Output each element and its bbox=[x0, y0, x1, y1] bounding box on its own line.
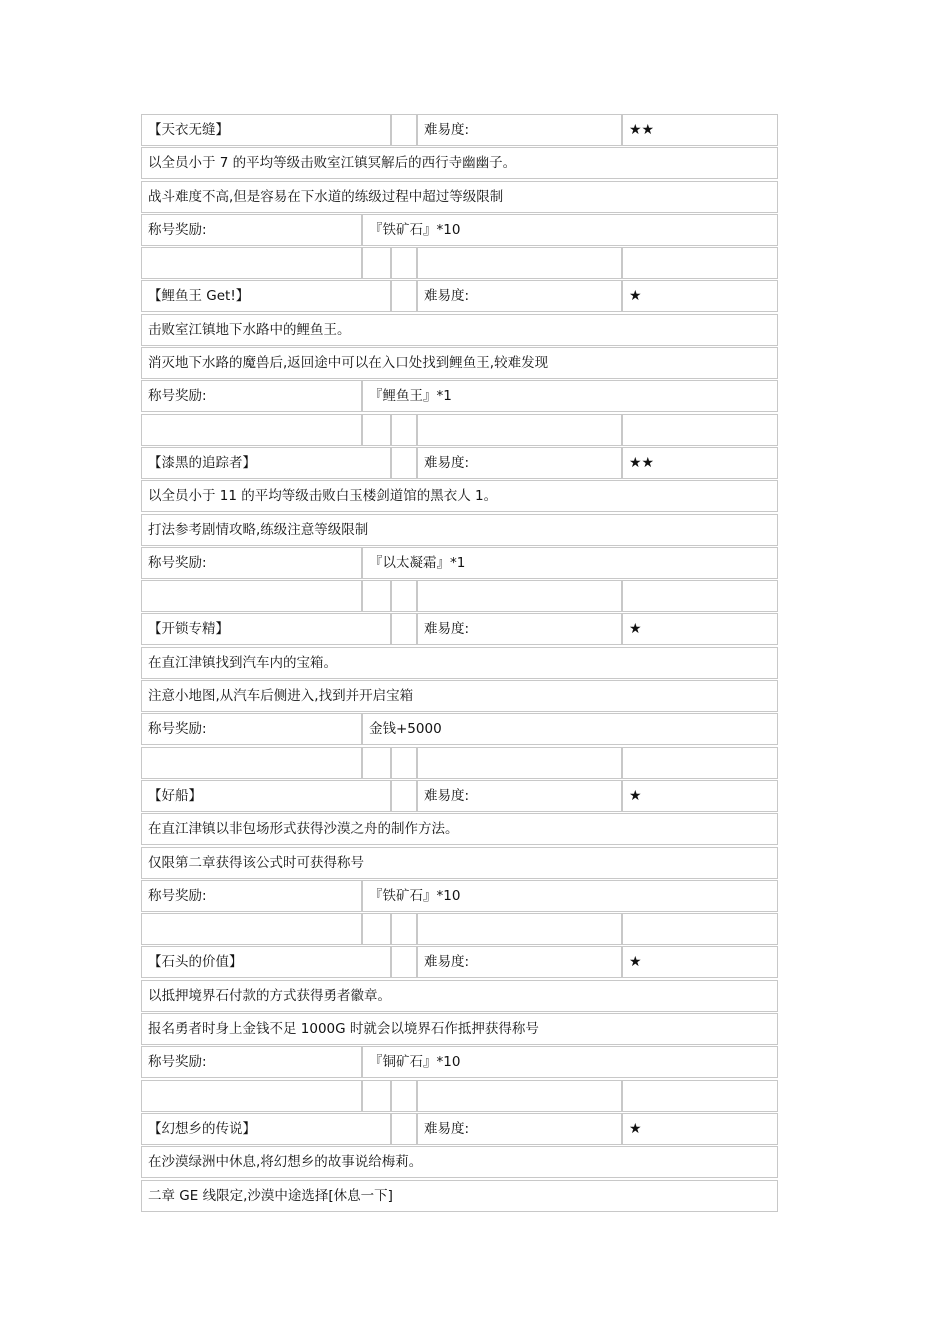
reward-value: 『鲤鱼王』*1 bbox=[362, 380, 778, 412]
entry-tip-row bbox=[141, 1013, 778, 1045]
empty-cell bbox=[141, 247, 362, 279]
entry-description: 在直江津镇以非包场形式获得沙漠之舟的制作方法。 bbox=[141, 813, 778, 845]
difficulty-label: 难易度: bbox=[417, 114, 622, 146]
difficulty-stars: ★ bbox=[622, 946, 778, 978]
empty-cell bbox=[362, 414, 391, 446]
empty-cell bbox=[391, 780, 417, 812]
entry-header-row bbox=[141, 1113, 778, 1145]
difficulty-stars: ★★ bbox=[622, 447, 778, 479]
entry-tip: 注意小地图,从汽车后侧进入,找到并开启宝箱 bbox=[141, 680, 778, 712]
entry-title: 【好船】 bbox=[141, 780, 391, 812]
empty-cell bbox=[417, 747, 622, 779]
entry-tip-row bbox=[141, 514, 778, 546]
reward-label: 称号奖励: bbox=[141, 880, 362, 912]
entry-header-row bbox=[141, 946, 778, 978]
entry-reward-row bbox=[141, 214, 778, 246]
empty-cell bbox=[141, 913, 362, 945]
empty-cell bbox=[362, 247, 391, 279]
entry-spacer-row bbox=[141, 247, 778, 279]
empty-cell bbox=[391, 747, 417, 779]
entry-reward-row bbox=[141, 713, 778, 745]
entry-description: 以全员小于 11 的平均等级击败白玉楼剑道馆的黑衣人 1。 bbox=[141, 480, 778, 512]
difficulty-stars: ★★ bbox=[622, 114, 778, 146]
entry-spacer-row bbox=[141, 747, 778, 779]
entry-tip-row bbox=[141, 1180, 778, 1212]
difficulty-label: 难易度: bbox=[417, 447, 622, 479]
empty-cell bbox=[391, 414, 417, 446]
entry-description: 在沙漠绿洲中休息,将幻想乡的故事说给梅莉。 bbox=[141, 1146, 778, 1178]
difficulty-label: 难易度: bbox=[417, 780, 622, 812]
reward-value: 『铜矿石』*10 bbox=[362, 1046, 778, 1078]
reward-label: 称号奖励: bbox=[141, 214, 362, 246]
reward-value: 金钱+5000 bbox=[362, 713, 778, 745]
empty-cell bbox=[391, 913, 417, 945]
reward-value: 『铁矿石』*10 bbox=[362, 214, 778, 246]
difficulty-stars: ★ bbox=[622, 780, 778, 812]
reward-value: 『以太凝霜』*1 bbox=[362, 547, 778, 579]
empty-cell bbox=[417, 247, 622, 279]
entry-description: 在直江津镇找到汽车内的宝箱。 bbox=[141, 647, 778, 679]
empty-cell bbox=[417, 580, 622, 612]
empty-cell bbox=[362, 1080, 391, 1112]
entry-header-row bbox=[141, 114, 778, 146]
entry-description: 以抵押境界石付款的方式获得勇者徽章。 bbox=[141, 980, 778, 1012]
reward-value: 『铁矿石』*10 bbox=[362, 880, 778, 912]
reward-label: 称号奖励: bbox=[141, 547, 362, 579]
empty-cell bbox=[141, 1080, 362, 1112]
empty-cell bbox=[622, 747, 778, 779]
entry-reward-row bbox=[141, 880, 778, 912]
entry-spacer-row bbox=[141, 414, 778, 446]
entry-description-row bbox=[141, 480, 778, 512]
empty-cell bbox=[391, 114, 417, 146]
achievement-table bbox=[141, 114, 778, 1213]
entry-tip-row bbox=[141, 181, 778, 213]
empty-cell bbox=[391, 946, 417, 978]
empty-cell bbox=[622, 580, 778, 612]
entry-tip: 仅限第二章获得该公式时可获得称号 bbox=[141, 847, 778, 879]
entry-header-row bbox=[141, 780, 778, 812]
entry-spacer-row bbox=[141, 913, 778, 945]
empty-cell bbox=[391, 1113, 417, 1145]
empty-cell bbox=[391, 613, 417, 645]
difficulty-label: 难易度: bbox=[417, 946, 622, 978]
entry-description-row bbox=[141, 147, 778, 179]
entry-tip: 报名勇者时身上金钱不足 1000G 时就会以境界石作抵押获得称号 bbox=[141, 1013, 778, 1045]
entry-tip-row bbox=[141, 680, 778, 712]
difficulty-stars: ★ bbox=[622, 1113, 778, 1145]
difficulty-label: 难易度: bbox=[417, 613, 622, 645]
empty-cell bbox=[417, 414, 622, 446]
reward-label: 称号奖励: bbox=[141, 380, 362, 412]
empty-cell bbox=[391, 280, 417, 312]
entry-title: 【鲤鱼王 Get!】 bbox=[141, 280, 391, 312]
empty-cell bbox=[141, 747, 362, 779]
entry-tip: 消灭地下水路的魔兽后,返回途中可以在入口处找到鲤鱼王,较难发现 bbox=[141, 347, 778, 379]
entry-spacer-row bbox=[141, 1080, 778, 1112]
empty-cell bbox=[417, 913, 622, 945]
entry-description-row bbox=[141, 647, 778, 679]
entry-spacer-row bbox=[141, 580, 778, 612]
reward-label: 称号奖励: bbox=[141, 713, 362, 745]
entry-tip: 打法参考剧情攻略,练级注意等级限制 bbox=[141, 514, 778, 546]
entry-title: 【石头的价值】 bbox=[141, 946, 391, 978]
entry-description-row bbox=[141, 980, 778, 1012]
entry-title: 【天衣无缝】 bbox=[141, 114, 391, 146]
empty-cell bbox=[391, 1080, 417, 1112]
difficulty-stars: ★ bbox=[622, 613, 778, 645]
empty-cell bbox=[417, 1080, 622, 1112]
empty-cell bbox=[391, 447, 417, 479]
entry-reward-row bbox=[141, 547, 778, 579]
entry-header-row bbox=[141, 447, 778, 479]
entry-title: 【开锁专精】 bbox=[141, 613, 391, 645]
empty-cell bbox=[141, 580, 362, 612]
empty-cell bbox=[362, 913, 391, 945]
empty-cell bbox=[141, 414, 362, 446]
entry-description-row bbox=[141, 813, 778, 845]
entry-description: 击败室江镇地下水路中的鲤鱼王。 bbox=[141, 314, 778, 346]
entry-title: 【漆黑的追踪者】 bbox=[141, 447, 391, 479]
empty-cell bbox=[622, 414, 778, 446]
entry-description-row bbox=[141, 314, 778, 346]
difficulty-label: 难易度: bbox=[417, 1113, 622, 1145]
entry-description-row bbox=[141, 1146, 778, 1178]
empty-cell bbox=[391, 580, 417, 612]
entry-title: 【幻想乡的传说】 bbox=[141, 1113, 391, 1145]
empty-cell bbox=[622, 1080, 778, 1112]
empty-cell bbox=[391, 247, 417, 279]
reward-label: 称号奖励: bbox=[141, 1046, 362, 1078]
entry-header-row bbox=[141, 613, 778, 645]
entry-tip: 战斗难度不高,但是容易在下水道的练级过程中超过等级限制 bbox=[141, 181, 778, 213]
entry-reward-row bbox=[141, 1046, 778, 1078]
entry-tip-row bbox=[141, 847, 778, 879]
entry-header-row bbox=[141, 280, 778, 312]
entry-reward-row bbox=[141, 380, 778, 412]
entry-tip-row bbox=[141, 347, 778, 379]
empty-cell bbox=[622, 913, 778, 945]
difficulty-label: 难易度: bbox=[417, 280, 622, 312]
empty-cell bbox=[362, 580, 391, 612]
empty-cell bbox=[622, 247, 778, 279]
entry-description: 以全员小于 7 的平均等级击败室江镇冥解后的西行寺幽幽子。 bbox=[141, 147, 778, 179]
empty-cell bbox=[362, 747, 391, 779]
difficulty-stars: ★ bbox=[622, 280, 778, 312]
entry-tip: 二章 GE 线限定,沙漠中途选择[休息一下] bbox=[141, 1180, 778, 1212]
